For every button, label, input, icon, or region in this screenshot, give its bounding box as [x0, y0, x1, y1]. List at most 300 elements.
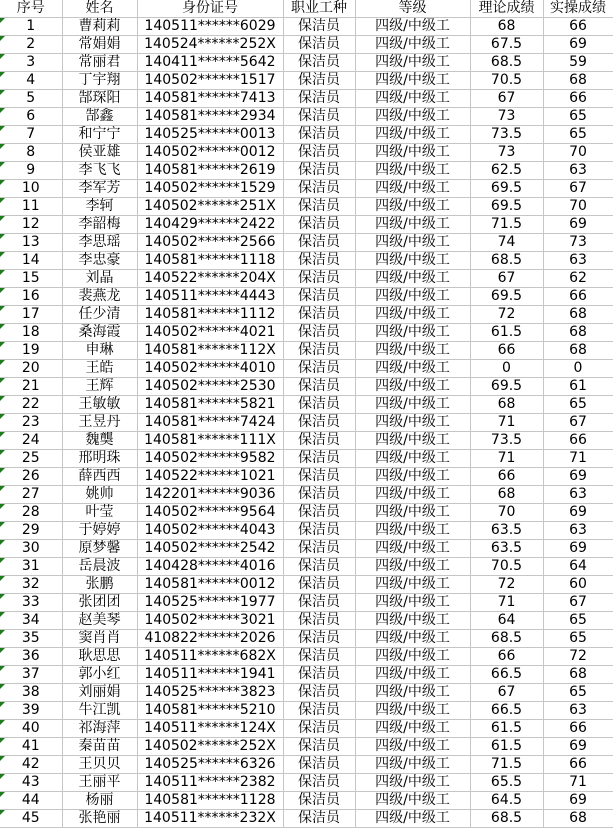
- cell-index[interactable]: 27: [0, 486, 62, 504]
- cell-job[interactable]: 保洁员: [283, 306, 355, 324]
- cell-practical[interactable]: 69: [543, 792, 613, 810]
- cell-name[interactable]: 刘晶: [62, 270, 137, 288]
- cell-level[interactable]: 四级/中级工: [355, 108, 470, 126]
- cell-practical[interactable]: 71: [543, 450, 613, 468]
- cell-job[interactable]: 保洁员: [283, 558, 355, 576]
- cell-level[interactable]: 四级/中级工: [355, 378, 470, 396]
- cell-job[interactable]: 保洁员: [283, 594, 355, 612]
- cell-name[interactable]: 原梦馨: [62, 540, 137, 558]
- cell-name[interactable]: 叶莹: [62, 504, 137, 522]
- cell-practical[interactable]: 72: [543, 648, 613, 666]
- cell-practical[interactable]: 66: [543, 756, 613, 774]
- cell-index[interactable]: 21: [0, 378, 62, 396]
- cell-theory[interactable]: 69.5: [470, 378, 543, 396]
- cell-id[interactable]: 140581******2934: [137, 108, 283, 126]
- cell-theory[interactable]: 69.5: [470, 180, 543, 198]
- cell-name[interactable]: 郭小红: [62, 666, 137, 684]
- cell-theory[interactable]: 73: [470, 108, 543, 126]
- cell-index[interactable]: 30: [0, 540, 62, 558]
- cell-name[interactable]: 李飞飞: [62, 162, 137, 180]
- cell-id[interactable]: 140581******2619: [137, 162, 283, 180]
- cell-job[interactable]: 保洁员: [283, 360, 355, 378]
- cell-practical[interactable]: 71: [543, 774, 613, 792]
- cell-job[interactable]: 保洁员: [283, 450, 355, 468]
- cell-theory[interactable]: 63.5: [470, 522, 543, 540]
- cell-index[interactable]: 1: [0, 18, 62, 36]
- cell-name[interactable]: 曹莉莉: [62, 18, 137, 36]
- cell-id[interactable]: 140511******2382: [137, 774, 283, 792]
- cell-index[interactable]: 44: [0, 792, 62, 810]
- cell-name[interactable]: 申琳: [62, 342, 137, 360]
- cell-level[interactable]: 四级/中级工: [355, 594, 470, 612]
- cell-index[interactable]: 17: [0, 306, 62, 324]
- cell-practical[interactable]: 68: [543, 342, 613, 360]
- cell-job[interactable]: 保洁员: [283, 576, 355, 594]
- cell-name[interactable]: 王辉: [62, 378, 137, 396]
- cell-job[interactable]: 保洁员: [283, 162, 355, 180]
- cell-index[interactable]: 24: [0, 432, 62, 450]
- cell-practical[interactable]: 66: [543, 90, 613, 108]
- cell-level[interactable]: 四级/中级工: [355, 648, 470, 666]
- cell-index[interactable]: 6: [0, 108, 62, 126]
- cell-id[interactable]: 140524******252X: [137, 36, 283, 54]
- cell-index[interactable]: 20: [0, 360, 62, 378]
- cell-theory[interactable]: 64.5: [470, 792, 543, 810]
- cell-practical[interactable]: 69: [543, 216, 613, 234]
- cell-theory[interactable]: 0: [470, 360, 543, 378]
- cell-name[interactable]: 李轲: [62, 198, 137, 216]
- cell-index[interactable]: 18: [0, 324, 62, 342]
- cell-id[interactable]: 140502******3021: [137, 612, 283, 630]
- cell-job[interactable]: 保洁员: [283, 36, 355, 54]
- cell-id[interactable]: 140581******1112: [137, 306, 283, 324]
- cell-job[interactable]: 保洁员: [283, 810, 355, 828]
- cell-level[interactable]: 四级/中级工: [355, 162, 470, 180]
- cell-id[interactable]: 140511******232X: [137, 810, 283, 828]
- cell-practical[interactable]: 67: [543, 594, 613, 612]
- cell-level[interactable]: 四级/中级工: [355, 432, 470, 450]
- cell-level[interactable]: 四级/中级工: [355, 450, 470, 468]
- cell-practical[interactable]: 65: [543, 396, 613, 414]
- cell-practical[interactable]: 63: [543, 522, 613, 540]
- cell-job[interactable]: 保洁员: [283, 324, 355, 342]
- cell-theory[interactable]: 73.5: [470, 432, 543, 450]
- cell-job[interactable]: 保洁员: [283, 270, 355, 288]
- cell-index[interactable]: 19: [0, 342, 62, 360]
- cell-index[interactable]: 32: [0, 576, 62, 594]
- cell-practical[interactable]: 70: [543, 198, 613, 216]
- cell-name[interactable]: 裴燕龙: [62, 288, 137, 306]
- cell-id[interactable]: 140522******1021: [137, 468, 283, 486]
- cell-name[interactable]: 王敏敏: [62, 396, 137, 414]
- cell-level[interactable]: 四级/中级工: [355, 486, 470, 504]
- cell-level[interactable]: 四级/中级工: [355, 288, 470, 306]
- cell-name[interactable]: 郜鑫: [62, 108, 137, 126]
- cell-theory[interactable]: 71: [470, 594, 543, 612]
- cell-index[interactable]: 3: [0, 54, 62, 72]
- cell-practical[interactable]: 65: [543, 126, 613, 144]
- cell-practical[interactable]: 66: [543, 18, 613, 36]
- cell-level[interactable]: 四级/中级工: [355, 720, 470, 738]
- cell-name[interactable]: 邢明珠: [62, 450, 137, 468]
- cell-index[interactable]: 13: [0, 234, 62, 252]
- cell-practical[interactable]: 69: [543, 36, 613, 54]
- cell-practical[interactable]: 67: [543, 180, 613, 198]
- cell-name[interactable]: 侯亚雄: [62, 144, 137, 162]
- cell-name[interactable]: 张团团: [62, 594, 137, 612]
- cell-theory[interactable]: 61.5: [470, 720, 543, 738]
- cell-job[interactable]: 保洁员: [283, 108, 355, 126]
- cell-job[interactable]: 保洁员: [283, 18, 355, 36]
- cell-id[interactable]: 140511******1941: [137, 666, 283, 684]
- cell-job[interactable]: 保洁员: [283, 90, 355, 108]
- cell-level[interactable]: 四级/中级工: [355, 684, 470, 702]
- cell-level[interactable]: 四级/中级工: [355, 558, 470, 576]
- cell-index[interactable]: 31: [0, 558, 62, 576]
- cell-index[interactable]: 14: [0, 252, 62, 270]
- cell-index[interactable]: 28: [0, 504, 62, 522]
- cell-job[interactable]: 保洁员: [283, 198, 355, 216]
- cell-job[interactable]: 保洁员: [283, 684, 355, 702]
- cell-name[interactable]: 王丽平: [62, 774, 137, 792]
- cell-theory[interactable]: 68.5: [470, 252, 543, 270]
- cell-practical[interactable]: 63: [543, 252, 613, 270]
- cell-level[interactable]: 四级/中级工: [355, 468, 470, 486]
- cell-level[interactable]: 四级/中级工: [355, 270, 470, 288]
- cell-name[interactable]: 杨丽: [62, 792, 137, 810]
- cell-index[interactable]: 36: [0, 648, 62, 666]
- cell-index[interactable]: 23: [0, 414, 62, 432]
- cell-level[interactable]: 四级/中级工: [355, 342, 470, 360]
- cell-index[interactable]: 5: [0, 90, 62, 108]
- cell-theory[interactable]: 70: [470, 504, 543, 522]
- cell-index[interactable]: 38: [0, 684, 62, 702]
- cell-id[interactable]: 140511******682X: [137, 648, 283, 666]
- cell-practical[interactable]: 63: [543, 162, 613, 180]
- cell-index[interactable]: 2: [0, 36, 62, 54]
- cell-level[interactable]: 四级/中级工: [355, 90, 470, 108]
- cell-id[interactable]: 142201******9036: [137, 486, 283, 504]
- cell-id[interactable]: 140502******252X: [137, 738, 283, 756]
- cell-theory[interactable]: 67: [470, 270, 543, 288]
- cell-theory[interactable]: 61.5: [470, 324, 543, 342]
- cell-practical[interactable]: 62: [543, 270, 613, 288]
- cell-practical[interactable]: 65: [543, 630, 613, 648]
- cell-level[interactable]: 四级/中级工: [355, 72, 470, 90]
- col-header-theory[interactable]: 理论成绩: [470, 0, 543, 18]
- cell-theory[interactable]: 73.5: [470, 126, 543, 144]
- cell-job[interactable]: 保洁员: [283, 54, 355, 72]
- cell-id[interactable]: 140502******2542: [137, 540, 283, 558]
- cell-id[interactable]: 140502******4021: [137, 324, 283, 342]
- cell-practical[interactable]: 61: [543, 378, 613, 396]
- cell-name[interactable]: 赵美琴: [62, 612, 137, 630]
- cell-practical[interactable]: 68: [543, 72, 613, 90]
- cell-job[interactable]: 保洁员: [283, 378, 355, 396]
- cell-practical[interactable]: 66: [543, 288, 613, 306]
- cell-name[interactable]: 李韶梅: [62, 216, 137, 234]
- cell-id[interactable]: 140581******1128: [137, 792, 283, 810]
- cell-name[interactable]: 李忠豪: [62, 252, 137, 270]
- cell-theory[interactable]: 66.5: [470, 702, 543, 720]
- cell-level[interactable]: 四级/中级工: [355, 252, 470, 270]
- cell-theory[interactable]: 67: [470, 684, 543, 702]
- cell-id[interactable]: 140502******0012: [137, 144, 283, 162]
- cell-theory[interactable]: 67.5: [470, 36, 543, 54]
- cell-theory[interactable]: 68: [470, 18, 543, 36]
- cell-job[interactable]: 保洁员: [283, 414, 355, 432]
- cell-name[interactable]: 魏龑: [62, 432, 137, 450]
- cell-index[interactable]: 45: [0, 810, 62, 828]
- cell-level[interactable]: 四级/中级工: [355, 810, 470, 828]
- cell-id[interactable]: 140429******2422: [137, 216, 283, 234]
- cell-id[interactable]: 140581******7413: [137, 90, 283, 108]
- cell-level[interactable]: 四级/中级工: [355, 144, 470, 162]
- cell-name[interactable]: 任少清: [62, 306, 137, 324]
- cell-level[interactable]: 四级/中级工: [355, 54, 470, 72]
- cell-practical[interactable]: 65: [543, 108, 613, 126]
- cell-id[interactable]: 140581******7424: [137, 414, 283, 432]
- cell-job[interactable]: 保洁员: [283, 720, 355, 738]
- cell-practical[interactable]: 60: [543, 576, 613, 594]
- cell-id[interactable]: 140522******204X: [137, 270, 283, 288]
- cell-theory[interactable]: 69.5: [470, 198, 543, 216]
- cell-id[interactable]: 140511******6029: [137, 18, 283, 36]
- cell-level[interactable]: 四级/中级工: [355, 198, 470, 216]
- cell-practical[interactable]: 64: [543, 558, 613, 576]
- cell-name[interactable]: 刘丽娟: [62, 684, 137, 702]
- cell-theory[interactable]: 73: [470, 144, 543, 162]
- cell-level[interactable]: 四级/中级工: [355, 414, 470, 432]
- cell-practical[interactable]: 66: [543, 720, 613, 738]
- cell-job[interactable]: 保洁员: [283, 486, 355, 504]
- cell-index[interactable]: 43: [0, 774, 62, 792]
- cell-practical[interactable]: 63: [543, 486, 613, 504]
- cell-theory[interactable]: 68.5: [470, 810, 543, 828]
- cell-theory[interactable]: 71.5: [470, 756, 543, 774]
- cell-theory[interactable]: 68.5: [470, 630, 543, 648]
- cell-theory[interactable]: 71: [470, 414, 543, 432]
- cell-job[interactable]: 保洁员: [283, 540, 355, 558]
- cell-theory[interactable]: 61.5: [470, 738, 543, 756]
- cell-name[interactable]: 耿思思: [62, 648, 137, 666]
- cell-level[interactable]: 四级/中级工: [355, 324, 470, 342]
- cell-index[interactable]: 34: [0, 612, 62, 630]
- cell-practical[interactable]: 68: [543, 666, 613, 684]
- cell-id[interactable]: 140581******112X: [137, 342, 283, 360]
- cell-index[interactable]: 16: [0, 288, 62, 306]
- cell-theory[interactable]: 66: [470, 648, 543, 666]
- cell-theory[interactable]: 72: [470, 306, 543, 324]
- cell-name[interactable]: 和宁宁: [62, 126, 137, 144]
- cell-job[interactable]: 保洁员: [283, 774, 355, 792]
- cell-name[interactable]: 张鹏: [62, 576, 137, 594]
- cell-practical[interactable]: 69: [543, 738, 613, 756]
- cell-name[interactable]: 桑海霞: [62, 324, 137, 342]
- cell-job[interactable]: 保洁员: [283, 612, 355, 630]
- cell-practical[interactable]: 68: [543, 324, 613, 342]
- cell-theory[interactable]: 71: [470, 450, 543, 468]
- cell-theory[interactable]: 72: [470, 576, 543, 594]
- cell-practical[interactable]: 65: [543, 684, 613, 702]
- cell-job[interactable]: 保洁员: [283, 144, 355, 162]
- cell-job[interactable]: 保洁员: [283, 666, 355, 684]
- cell-id[interactable]: 140502******2530: [137, 378, 283, 396]
- cell-name[interactable]: 王昱丹: [62, 414, 137, 432]
- cell-index[interactable]: 15: [0, 270, 62, 288]
- cell-job[interactable]: 保洁员: [283, 504, 355, 522]
- cell-index[interactable]: 29: [0, 522, 62, 540]
- cell-level[interactable]: 四级/中级工: [355, 666, 470, 684]
- cell-index[interactable]: 8: [0, 144, 62, 162]
- cell-practical[interactable]: 65: [543, 612, 613, 630]
- cell-id[interactable]: 140511******4443: [137, 288, 283, 306]
- cell-id[interactable]: 140525******1977: [137, 594, 283, 612]
- cell-theory[interactable]: 68: [470, 396, 543, 414]
- cell-index[interactable]: 41: [0, 738, 62, 756]
- cell-job[interactable]: 保洁员: [283, 468, 355, 486]
- cell-name[interactable]: 张艳丽: [62, 810, 137, 828]
- cell-name[interactable]: 薛西西: [62, 468, 137, 486]
- cell-id[interactable]: 140511******124X: [137, 720, 283, 738]
- cell-job[interactable]: 保洁员: [283, 72, 355, 90]
- cell-practical[interactable]: 59: [543, 54, 613, 72]
- cell-practical[interactable]: 69: [543, 468, 613, 486]
- cell-id[interactable]: 140581******0012: [137, 576, 283, 594]
- cell-practical[interactable]: 63: [543, 702, 613, 720]
- cell-job[interactable]: 保洁员: [283, 396, 355, 414]
- cell-level[interactable]: 四级/中级工: [355, 180, 470, 198]
- cell-theory[interactable]: 65.5: [470, 774, 543, 792]
- cell-index[interactable]: 35: [0, 630, 62, 648]
- cell-name[interactable]: 李军芳: [62, 180, 137, 198]
- cell-index[interactable]: 10: [0, 180, 62, 198]
- cell-name[interactable]: 于婷婷: [62, 522, 137, 540]
- cell-job[interactable]: 保洁员: [283, 648, 355, 666]
- cell-practical[interactable]: 69: [543, 540, 613, 558]
- cell-job[interactable]: 保洁员: [283, 432, 355, 450]
- cell-theory[interactable]: 74: [470, 234, 543, 252]
- cell-index[interactable]: 12: [0, 216, 62, 234]
- cell-job[interactable]: 保洁员: [283, 756, 355, 774]
- cell-name[interactable]: 岳晨波: [62, 558, 137, 576]
- cell-id[interactable]: 140502******1529: [137, 180, 283, 198]
- cell-level[interactable]: 四级/中级工: [355, 36, 470, 54]
- cell-id[interactable]: 140411******5642: [137, 54, 283, 72]
- cell-level[interactable]: 四级/中级工: [355, 612, 470, 630]
- cell-name[interactable]: 秦苗苗: [62, 738, 137, 756]
- cell-theory[interactable]: 68.5: [470, 54, 543, 72]
- cell-job[interactable]: 保洁员: [283, 180, 355, 198]
- cell-id[interactable]: 140525******6326: [137, 756, 283, 774]
- cell-job[interactable]: 保洁员: [283, 234, 355, 252]
- cell-name[interactable]: 祁海萍: [62, 720, 137, 738]
- cell-theory[interactable]: 67: [470, 90, 543, 108]
- cell-job[interactable]: 保洁员: [283, 702, 355, 720]
- cell-id[interactable]: 140581******5821: [137, 396, 283, 414]
- cell-job[interactable]: 保洁员: [283, 738, 355, 756]
- col-header-index[interactable]: 序号: [0, 0, 62, 18]
- cell-practical[interactable]: 70: [543, 144, 613, 162]
- cell-job[interactable]: 保洁员: [283, 792, 355, 810]
- cell-name[interactable]: 常丽君: [62, 54, 137, 72]
- cell-theory[interactable]: 68: [470, 486, 543, 504]
- cell-level[interactable]: 四级/中级工: [355, 738, 470, 756]
- cell-level[interactable]: 四级/中级工: [355, 360, 470, 378]
- cell-index[interactable]: 4: [0, 72, 62, 90]
- cell-name[interactable]: 姚帅: [62, 486, 137, 504]
- cell-index[interactable]: 7: [0, 126, 62, 144]
- cell-theory[interactable]: 66: [470, 468, 543, 486]
- cell-theory[interactable]: 66.5: [470, 666, 543, 684]
- cell-level[interactable]: 四级/中级工: [355, 18, 470, 36]
- cell-id[interactable]: 140502******1517: [137, 72, 283, 90]
- cell-job[interactable]: 保洁员: [283, 252, 355, 270]
- cell-theory[interactable]: 69.5: [470, 288, 543, 306]
- cell-id[interactable]: 140525******0013: [137, 126, 283, 144]
- cell-level[interactable]: 四级/中级工: [355, 702, 470, 720]
- cell-name[interactable]: 窦肖肖: [62, 630, 137, 648]
- cell-practical[interactable]: 69: [543, 504, 613, 522]
- col-header-job[interactable]: 职业工种: [283, 0, 355, 18]
- cell-level[interactable]: 四级/中级工: [355, 126, 470, 144]
- cell-level[interactable]: 四级/中级工: [355, 306, 470, 324]
- cell-id[interactable]: 140581******1118: [137, 252, 283, 270]
- cell-level[interactable]: 四级/中级工: [355, 234, 470, 252]
- cell-level[interactable]: 四级/中级工: [355, 630, 470, 648]
- cell-level[interactable]: 四级/中级工: [355, 774, 470, 792]
- cell-id[interactable]: 140502******4010: [137, 360, 283, 378]
- col-header-id-number[interactable]: 身份证号: [137, 0, 283, 18]
- cell-theory[interactable]: 70.5: [470, 72, 543, 90]
- cell-practical[interactable]: 67: [543, 414, 613, 432]
- cell-name[interactable]: 牛江凯: [62, 702, 137, 720]
- cell-id[interactable]: 140502******2566: [137, 234, 283, 252]
- cell-index[interactable]: 33: [0, 594, 62, 612]
- cell-index[interactable]: 22: [0, 396, 62, 414]
- col-header-name[interactable]: 姓名: [62, 0, 137, 18]
- cell-practical[interactable]: 68: [543, 810, 613, 828]
- cell-name[interactable]: 李思瑶: [62, 234, 137, 252]
- cell-id[interactable]: 140502******9582: [137, 450, 283, 468]
- cell-index[interactable]: 25: [0, 450, 62, 468]
- cell-level[interactable]: 四级/中级工: [355, 504, 470, 522]
- cell-name[interactable]: 丁宇翔: [62, 72, 137, 90]
- cell-id[interactable]: 140502******251X: [137, 198, 283, 216]
- cell-practical[interactable]: 0: [543, 360, 613, 378]
- cell-index[interactable]: 9: [0, 162, 62, 180]
- cell-index[interactable]: 39: [0, 702, 62, 720]
- cell-index[interactable]: 37: [0, 666, 62, 684]
- cell-index[interactable]: 42: [0, 756, 62, 774]
- cell-job[interactable]: 保洁员: [283, 630, 355, 648]
- cell-name[interactable]: 王皓: [62, 360, 137, 378]
- cell-theory[interactable]: 70.5: [470, 558, 543, 576]
- cell-job[interactable]: 保洁员: [283, 216, 355, 234]
- cell-id[interactable]: 140581******5210: [137, 702, 283, 720]
- cell-job[interactable]: 保洁员: [283, 522, 355, 540]
- cell-level[interactable]: 四级/中级工: [355, 792, 470, 810]
- cell-practical[interactable]: 73: [543, 234, 613, 252]
- cell-name[interactable]: 郜琛阳: [62, 90, 137, 108]
- cell-id[interactable]: 140525******3823: [137, 684, 283, 702]
- cell-theory[interactable]: 64: [470, 612, 543, 630]
- cell-index[interactable]: 40: [0, 720, 62, 738]
- cell-level[interactable]: 四级/中级工: [355, 216, 470, 234]
- col-header-level[interactable]: 等级: [355, 0, 470, 18]
- cell-index[interactable]: 26: [0, 468, 62, 486]
- cell-theory[interactable]: 66: [470, 342, 543, 360]
